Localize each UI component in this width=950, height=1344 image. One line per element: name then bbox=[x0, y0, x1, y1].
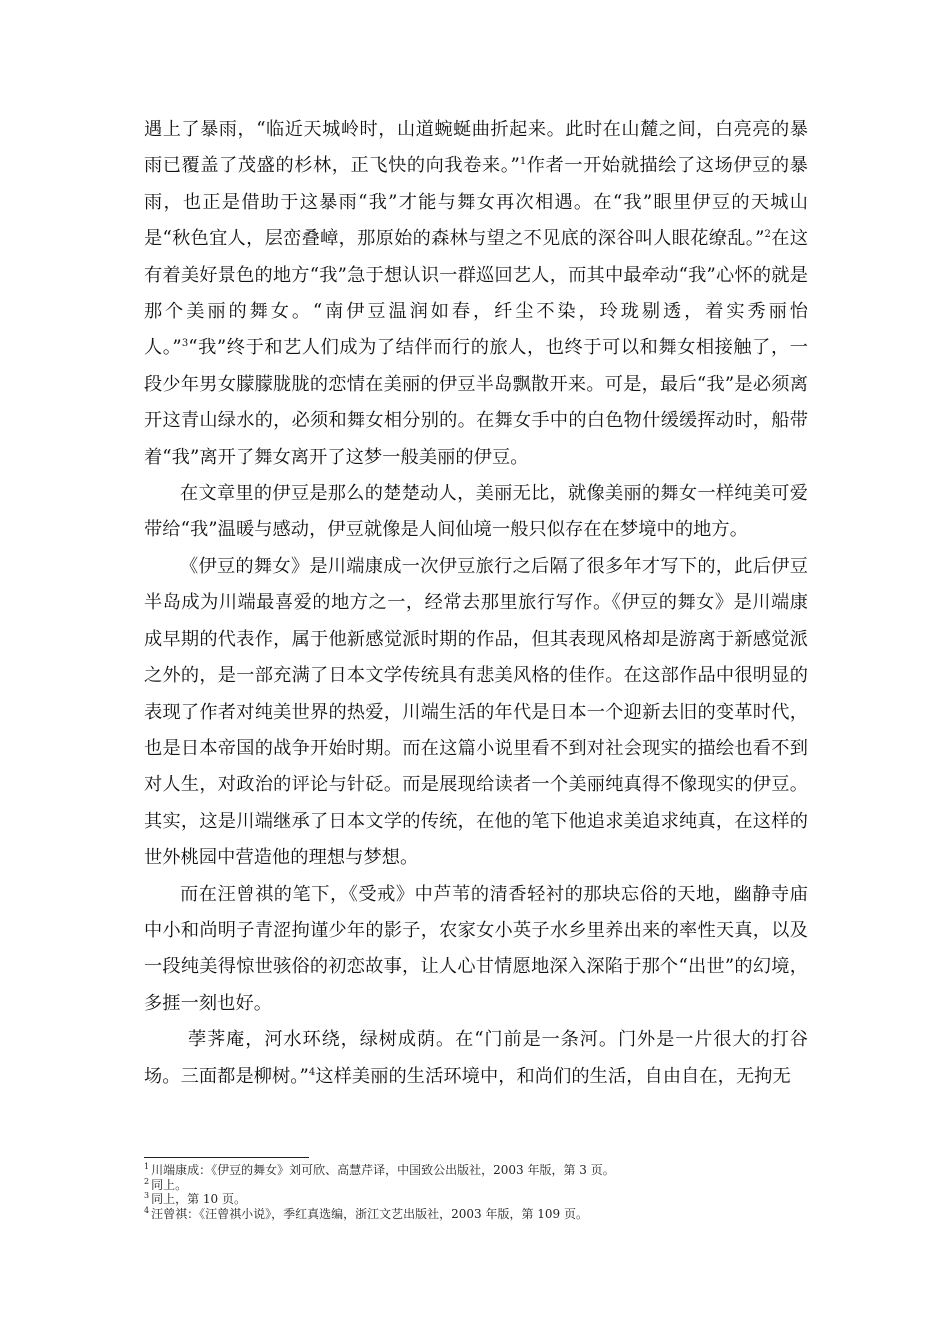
text-segment: 遇上了暴雨，“临近天城岭时，山道蜿蜒曲折起来。此时在山麓之间，白亮亮的暴雨已覆盖了茂盛的杉林，正飞快的向我卷来。” bbox=[144, 119, 808, 177]
footnote-4 bbox=[144, 1207, 808, 1222]
footnote-ref-2: 2 bbox=[764, 229, 771, 241]
footnote-ref-3: 3 bbox=[181, 338, 189, 350]
footnote-3 bbox=[144, 1192, 808, 1207]
paragraph-shoujie: 而在汪曾祺的笔下，《受戒》中芦苇的清香轻衬的那块忘俗的天地，幽静寺庙中小和尚明子青涩拘谨少年的影子，农家女小英子水乡里养出来的率性天真，以及一段纯美得惊世骇俗的初恋故事，让人心甘情愿地深入深陷于那个“出世”的幻境，多捱一刻也好。 bbox=[144, 883, 808, 1014]
paragraph-izu-dancer-work: 《伊豆的舞女》是川端康成一次伊豆旅行之后隔了很多年才写下的，此后伊豆半岛成为川端最喜爱的地方之一，经常去那里旅行写作。《伊豆的舞女》是川端康成早期的代表作，属于他新感觉派时期的作品，但其表现风格却是游离于新感觉派之外的，是一部充满了日本文学传统具有悲美风格的佳作。在这部作品中很明显的表现了作者对纯美世界的热爱，川端生活的年代是日本一个迎新去旧的变革时代，也是日本帝国的战争开始时期。而在这篇小说里看不到对社会现实的描绘也看不到对人生，对政治的评论与针砭。而是展现给读者一个美丽纯真得不像现实的伊豆。其实，这是川端继承了日本文学的传统，在他的笔下他追求美追求纯真，在这样的世外桃园中营造他的理想与梦想。 bbox=[144, 555, 808, 869]
paragraph-biqi-temple bbox=[144, 1022, 808, 1095]
footnote-text: 汪曾祺：《汪曾祺小说》，季红真选编，浙江文艺出版社，2003 年版，第 109 页。 bbox=[151, 1206, 588, 1221]
text-segment: 荸荠庵，河水环绕，绿树成荫。在“门前是一条河。门外是一片很大的打谷场。三面都是柳树。” bbox=[144, 1029, 808, 1087]
footnote-ref-4: 4 bbox=[308, 1066, 316, 1078]
text-segment: 这样美丽的生活环境中，和尚们的生活，自由自在，无拘无 bbox=[315, 1065, 791, 1087]
footnote-text: 川端康成：《伊豆的舞女》刘可欣、高慧芹译，中国致公出版社，2003 年版，第 3 页。 bbox=[151, 1163, 615, 1177]
document-body bbox=[144, 112, 808, 1095]
footnote-number: 2 bbox=[144, 1176, 150, 1186]
footnote-ref-1: 1 bbox=[519, 156, 527, 168]
footnotes bbox=[144, 1157, 808, 1221]
paragraph-izu-beauty: 在文章里的伊豆是那么的楚楚动人，美丽无比，就像美丽的舞女一样纯美可爱带给“我”温暖与感动，伊豆就像是人间仙境一般只似存在在梦境中的地方。 bbox=[144, 483, 808, 541]
footnote-2 bbox=[144, 1178, 808, 1193]
text-segment: 在这有着美好景色的地方“我”急于想认识一群巡回艺人，而其中最牵动“我”心怀的就是那个美丽的舞女。“南伊豆温润如春，纤尘不染，玲珑剔透，着实秀丽怡人。” bbox=[144, 228, 809, 359]
text-segment: 作者一开始就描绘了这场伊豆的暴雨，也正是借助于这暴雨“我”才能与舞女再次相遇。在“我”眼里伊豆的天城山是“秋色宜人，层峦叠嶂，那原始的森林与望之不见底的深谷叫人眼花缭乱。” bbox=[144, 155, 808, 250]
footnote-number: 4 bbox=[144, 1205, 150, 1215]
footnote-number: 1 bbox=[144, 1162, 150, 1171]
footnote-separator bbox=[144, 1157, 309, 1158]
footnote-text: 同上，第 10 页。 bbox=[151, 1192, 246, 1207]
footnote-number: 3 bbox=[144, 1191, 150, 1201]
footnote-text: 同上。 bbox=[151, 1177, 188, 1192]
footnote-1 bbox=[144, 1163, 808, 1178]
paragraph-izu-storm bbox=[144, 112, 808, 476]
text-segment: “我”终于和艺人们成为了结伴而行的旅人，也终于可以和舞女相接触了，一段少年男女朦朦胧胧的恋情在美丽的伊豆半岛飘散开来。可是，最后“我”是必须离开这青山绿水的，必须和舞女相分别的。在舞女手中的白色物什缓缓挥动时，船带着“我”离开了舞女离开了这梦一般美丽的伊豆。 bbox=[144, 337, 808, 468]
